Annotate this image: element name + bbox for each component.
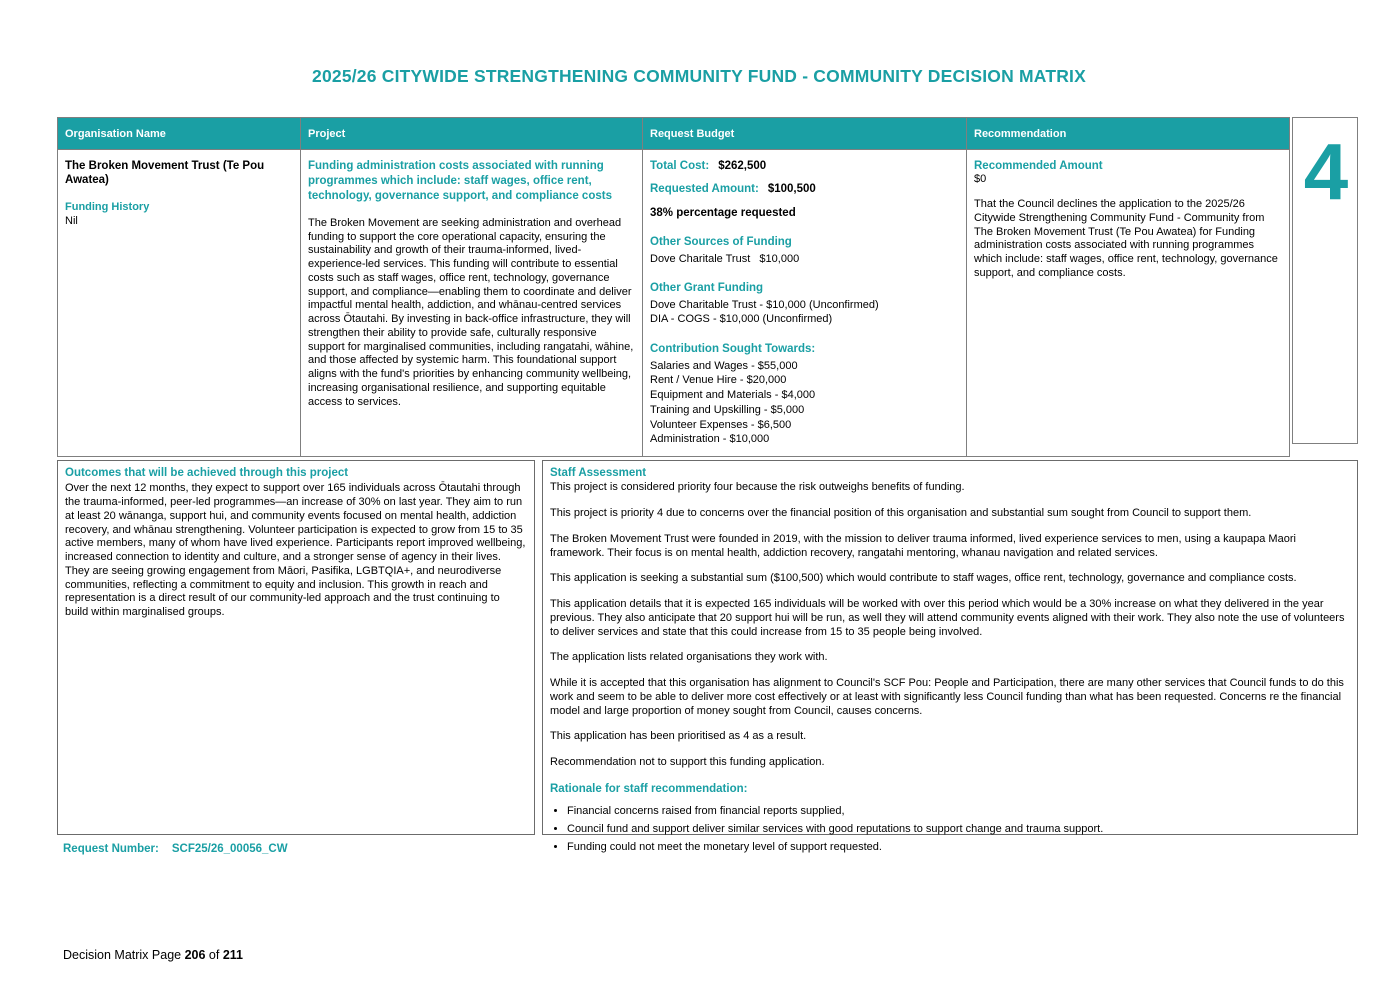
outcomes-text: Over the next 12 months, they expect to support over 165 individuals across Ōtautahi through the trauma-informed, peer-led programmes—an increase of 30% on last year. They aim to run at least 20 wānanga, support hui, and community events focused on mental health, addiction recovery, and whānau strengthening. Volunteer participation is expected to grow from 15 to 35 active members, many of whom have lived experience. Participants report improved wellbeing, increased connection to identity and culture, and a stronger sense of agency in their lives. They are seeing growing engagement from Māori, Pasifika, LGBTQIA+, and neurodiverse communities, reflecting a commitment to equity and inclusion. This growth in reach and representation is a direct result of our community-led approach and the trust continuing to build within marginalised groups. [65, 482, 526, 619]
other-sources-list [650, 253, 958, 267]
rationale-bullet-list [550, 805, 1349, 854]
column-header-recommendation: Recommendation [966, 117, 1290, 150]
recommendation-text: That the Council declines the application to the 2025/26 Citywide Strengthening Community Fund - Community from The Broken Movement Trust (Te Pou Awatea) for Funding administration costs associated with running programmes which include: staff wages, office rent, technology, governance support, and compliance costs. [974, 198, 1278, 279]
staff-assessment-paragraph: This application details that it is expected 165 individuals will be worked with over this period which would be a 30% increase on what they delivered in the year previous. They also anticipate that 20 support hui will be run, as well they will attend community events aligned with their work. They also note the use of volunteers to deliver services and state that this could increase from 15 to 35 people being involved. [550, 598, 1345, 638]
outcomes-heading: Outcomes that will be achieved through this project [65, 467, 349, 479]
contribution-item: Equipment and Materials - $4,000 [650, 389, 816, 401]
project-cell [300, 150, 642, 457]
percentage-requested-line [650, 206, 958, 220]
page-title: 2025/26 CITYWIDE STRENGTHENING COMMUNITY FUND - COMMUNITY DECISION MATRIX [312, 66, 1086, 86]
total-cost-value: $262,500 [718, 160, 767, 172]
table-body-row [57, 150, 1290, 457]
contribution-list [650, 360, 958, 448]
recommended-amount-value: $0 [974, 173, 987, 186]
requested-amount-label: Requested Amount: [650, 183, 759, 196]
other-grants-section [650, 281, 958, 327]
organisation-name: The Broken Movement Trust (Te Pou Awatea) [65, 160, 265, 187]
total-cost-line [650, 159, 958, 173]
organisation-cell [57, 150, 300, 457]
staff-assessment-paragraph: This project is considered priority four because the risk outweighs benefits of funding. [550, 481, 965, 494]
contribution-section [650, 342, 958, 447]
contribution-item: Rent / Venue Hire - $20,000 [650, 374, 787, 387]
staff-assessment-box [542, 460, 1358, 853]
funding-history-value: Nil [65, 214, 78, 227]
other-sources-section [650, 235, 958, 266]
staff-assessment-paragraphs [550, 481, 1349, 770]
total-cost-label: Total Cost: [650, 160, 710, 172]
recommended-amount-label: Recommended Amount [974, 160, 1103, 172]
other-source-item: Dove Charitale Trust $10,000 [650, 252, 800, 265]
other-sources-label: Other Sources of Funding [650, 236, 792, 249]
footer-total-pages: 211 [222, 948, 243, 962]
request-number [63, 843, 288, 855]
column-header-budget: Request Budget [642, 117, 966, 150]
column-header-organisation: Organisation Name [57, 117, 300, 150]
decision-matrix-table [57, 117, 1290, 457]
rationale-bullet: • Funding could not meet the monetary level of support requested. [567, 841, 1349, 855]
priority-box [1292, 117, 1358, 444]
request-number-label: Request Number: [63, 843, 159, 855]
contribution-item: Administration - $10,000 [650, 433, 770, 446]
other-grants-list [650, 299, 958, 328]
staff-assessment-paragraph: This application is seeking a substantial sum ($100,500) which would contribute to staff wages, office rent, technology, governance and compliance costs. [550, 572, 1297, 585]
staff-assessment-paragraph: This project is priority 4 due to concerns over the financial position of this organisation and substantial sum sought from Council to support them. [550, 507, 1252, 520]
contribution-item: Volunteer Expenses - $6,500 [650, 418, 792, 431]
contribution-item: Salaries and Wages - $55,000 [650, 359, 798, 372]
table-header-row [57, 117, 1290, 150]
rationale-heading: Rationale for staff recommendation: [550, 782, 748, 795]
project-description: The Broken Movement are seeking administration and overhead funding to support the core operational capacity, ensuring the sustainability and growth of their trauma-informed, lived-experience-led services. This funding will contribute to essential costs such as staff wages, office rent, technology, governance support, and compliance—enabling them to coordinate and deliver impactful mental health, addiction, and whānau-centred services across Ōtautahi. By investing in back-office infrastructure, they will strengthen their ability to provide safe, culturally responsive support for marginalised communities, including rangatahi, wāhine, and those affected by systemic harm. This foundational support aligns with the fund's priorities by enhancing community wellbeing, increasing organisational resilience, and supporting equitable access to services. [308, 216, 634, 408]
requested-amount-value: $100,500 [767, 183, 816, 196]
staff-assessment-paragraph: Recommendation not to support this funding application. [550, 756, 825, 769]
request-number-value: SCF25/26_00056_CW [171, 843, 288, 855]
staff-assessment-paragraph: This application has been prioritised as 4 as a result. [550, 730, 807, 743]
staff-assessment-heading: Staff Assessment [550, 467, 647, 479]
footer-page-number: 206 [184, 948, 206, 962]
project-title: Funding administration costs associated with running programmes which include: staff wages, office rent, technology, governance support, and compliance costs [308, 160, 612, 202]
funding-history-label: Funding History [65, 200, 150, 213]
other-grant-item: Dove Charitable Trust - $10,000 (Unconfirmed) [650, 298, 879, 311]
footer-prefix: Decision Matrix Page [63, 948, 185, 962]
footer-of: of [205, 948, 223, 962]
other-grant-funding-label: Other Grant Funding [650, 282, 764, 295]
contribution-item: Training and Upskilling - $5,000 [650, 403, 805, 416]
rationale-bullet: • Council fund and support deliver similar services with good reputations to support change and trauma support. [567, 823, 1349, 837]
other-grant-item: DIA - COGS - $10,000 (Unconfirmed) [650, 313, 833, 326]
recommendation-cell [966, 150, 1290, 457]
budget-cell [642, 150, 966, 457]
priority-number: 4 [1303, 127, 1347, 216]
column-header-project: Project [300, 117, 642, 150]
staff-assessment-paragraph: While it is accepted that this organisation has alignment to Council's SCF Pou: People and Participation, there are many other services that Council funds to do this work and seem to be able to deliver more cost effectively or at least with significantly less Council funding than what has been requested. Concerns re the financial model and large proportion of money sought from Council, causes concerns. [550, 677, 1344, 717]
rationale-bullet: • Financial concerns raised from financial reports supplied, [567, 805, 1349, 819]
contribution-sought-label: Contribution Sought Towards: [650, 343, 816, 356]
percentage-requested-value: 38% percentage requested [650, 206, 796, 219]
staff-assessment-paragraph: The application lists related organisations they work with. [550, 651, 828, 664]
staff-assessment-paragraph: The Broken Movement Trust were founded in 2019, with the mission to deliver trauma informed, lived experience services to men, using a kaupapa Maori framework. Their focus is on mental health, addiction recovery, rangatahi mentoring, whanau navigation and related services. [550, 532, 1296, 559]
requested-amount-line [650, 182, 958, 196]
outcomes-box [57, 460, 535, 835]
page-footer [63, 948, 243, 962]
